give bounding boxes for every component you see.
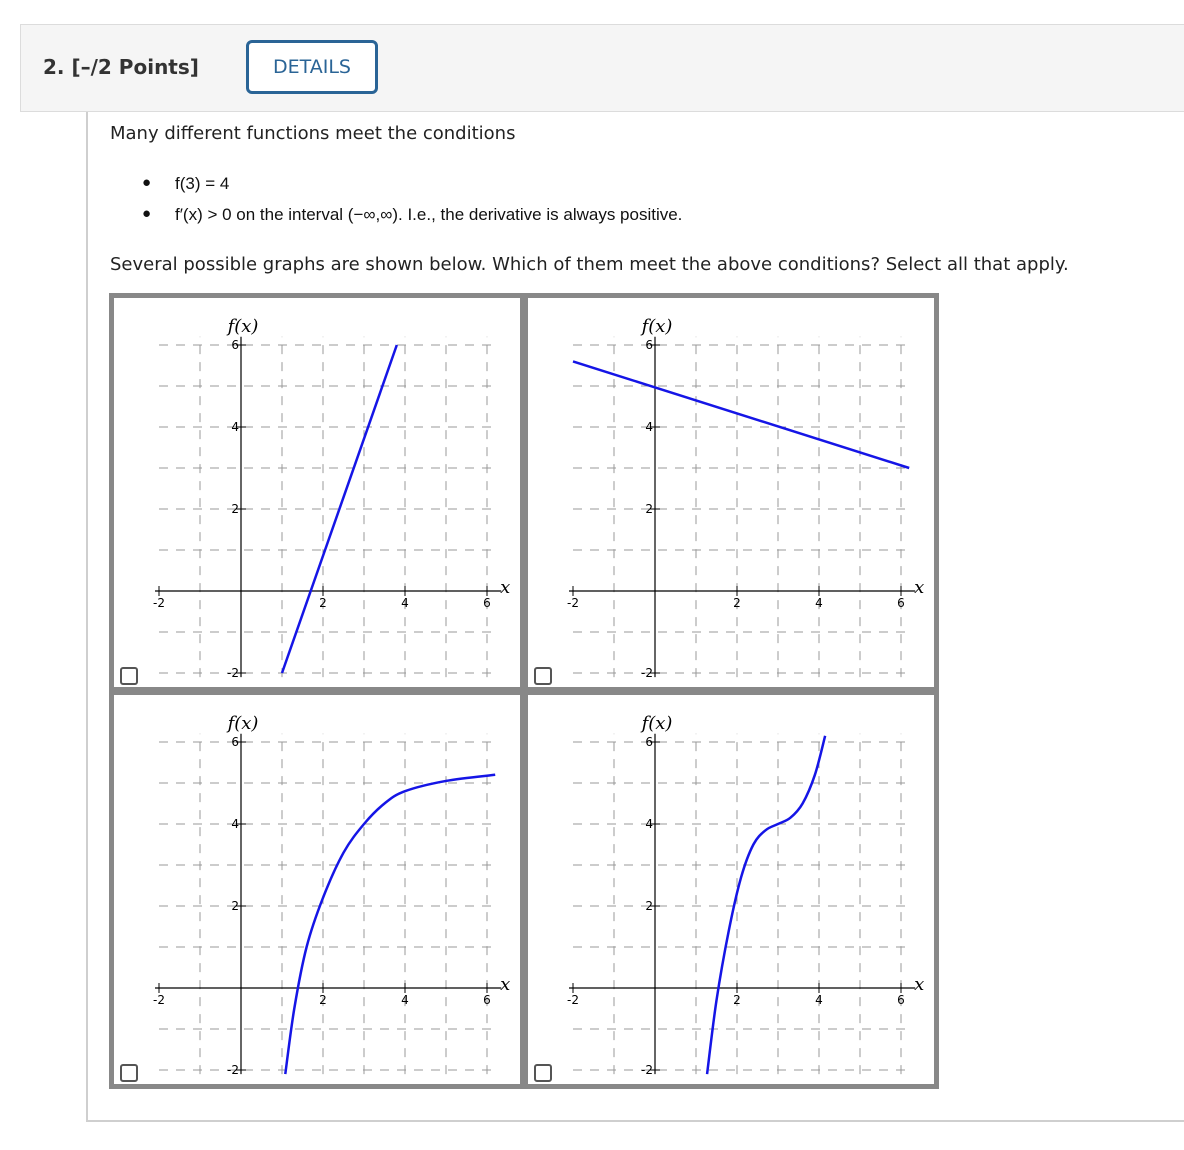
grid-lines [159,734,495,1074]
y-tick-label: 2 [645,502,653,516]
intro-text: Many different functions meet the conditions [110,123,516,144]
x-axis-label: x [500,577,511,598]
x-tick-label: 4 [815,993,823,1007]
condition-text: f′(x) > 0 on the interval (−∞,∞). I.e., the derivative is always positive. [175,205,683,224]
x-tick-label: -2 [567,596,579,610]
y-tick-label: 4 [645,420,653,434]
axes [569,734,915,1074]
graph-option-b [528,298,934,687]
grid-lines [159,337,495,677]
x-tick-label: 2 [733,993,741,1007]
question-number-points [43,55,199,79]
x-tick-label: 6 [897,596,905,610]
function-curve [707,736,825,1074]
x-tick-label: 2 [319,993,327,1007]
graph-option-c [114,695,520,1084]
graph-plot [528,695,934,1084]
question-points: [–/2 Points] [71,55,199,79]
y-tick-label: 2 [231,502,239,516]
question-header [20,24,1184,112]
graph-plot [114,298,520,687]
bullet-icon: ● [142,205,152,222]
y-axis-label: f(x) [227,315,259,337]
graph-plot [528,298,934,687]
question-prompt: Several possible graphs are shown below. Which of them meet the above conditions? Select all that apply. [110,254,1069,275]
graph-d-checkbox[interactable] [534,1064,552,1082]
x-axis-label: x [500,974,511,995]
y-tick-label: 2 [645,899,653,913]
x-tick-label: -2 [567,993,579,1007]
bullet-icon: ● [142,174,152,191]
x-tick-label: -2 [153,993,165,1007]
condition-text: f(3) = 4 [175,174,230,193]
x-tick-label: 6 [897,993,905,1007]
y-tick-label: 4 [231,420,239,434]
x-tick-label: 4 [815,596,823,610]
y-tick-label: 6 [645,735,653,749]
y-tick-label: 2 [231,899,239,913]
y-axis-label: f(x) [227,712,259,734]
y-tick-label: 4 [231,817,239,831]
graph-plot [114,695,520,1084]
y-axis-label: f(x) [641,712,673,734]
x-tick-label: 6 [483,993,491,1007]
graph-option-a [114,298,520,687]
y-tick-label: 4 [645,817,653,831]
axes [155,734,501,1074]
question-number: 2. [43,55,65,79]
y-tick-label: 6 [231,338,239,352]
x-axis-label: x [914,577,925,598]
x-tick-label: 2 [319,596,327,610]
function-curve [573,361,909,468]
x-tick-label: 6 [483,596,491,610]
details-button[interactable]: DETAILS [246,40,378,94]
x-tick-label: 4 [401,596,409,610]
y-tick-label: 6 [231,735,239,749]
axes [569,337,915,677]
y-tick-label: 6 [645,338,653,352]
axes [155,337,501,677]
y-tick-label: -2 [227,1063,239,1077]
y-tick-label: -2 [641,1063,653,1077]
graph-c-checkbox[interactable] [120,1064,138,1082]
graph-b-checkbox[interactable] [534,667,552,685]
y-axis-label: f(x) [641,315,673,337]
y-tick-label: -2 [227,666,239,680]
x-tick-label: 4 [401,993,409,1007]
x-tick-label: 2 [733,596,741,610]
graph-a-checkbox[interactable] [120,667,138,685]
y-tick-label: -2 [641,666,653,680]
answer-graphs-grid [109,293,939,1089]
graph-option-d [528,695,934,1084]
grid-lines [573,734,909,1074]
x-tick-label: -2 [153,596,165,610]
grid-lines [573,337,909,677]
x-axis-label: x [914,974,925,995]
